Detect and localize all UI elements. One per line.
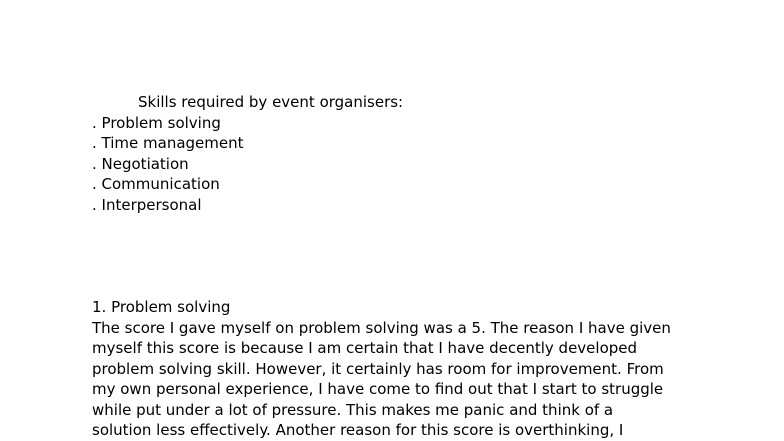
skills-heading: Skills required by event organisers:	[138, 93, 404, 111]
skill-item-communication: . Communication	[92, 175, 220, 193]
paragraph-line: my own personal experience, I have come to find out that I start to struggle	[92, 380, 664, 398]
paragraph-line: myself this score is because I am certain that I have decently developed	[92, 339, 638, 357]
paragraph-line: The score I gave myself on problem solving was a 5. The reason I have given	[92, 318, 671, 337]
problem-solving-section	[92, 297, 712, 441]
paragraph-line: while put under a lot of pressure. This makes me panic and think of a	[92, 400, 614, 419]
skill-item-problem-solving: . Problem solving	[92, 113, 221, 132]
skill-item-negotiation: . Negotiation	[92, 154, 189, 173]
paragraph-line: problem solving skill. However, it certainly has room for improvement. From	[92, 359, 664, 378]
paragraph-line: solution less effectively. Another reason for this score is overthinking, I	[92, 421, 624, 439]
skill-item-interpersonal: . Interpersonal	[92, 195, 202, 214]
skills-list	[92, 92, 692, 215]
skill-item-time-management: . Time management	[92, 134, 244, 152]
section-heading: 1. Problem solving	[92, 298, 231, 316]
